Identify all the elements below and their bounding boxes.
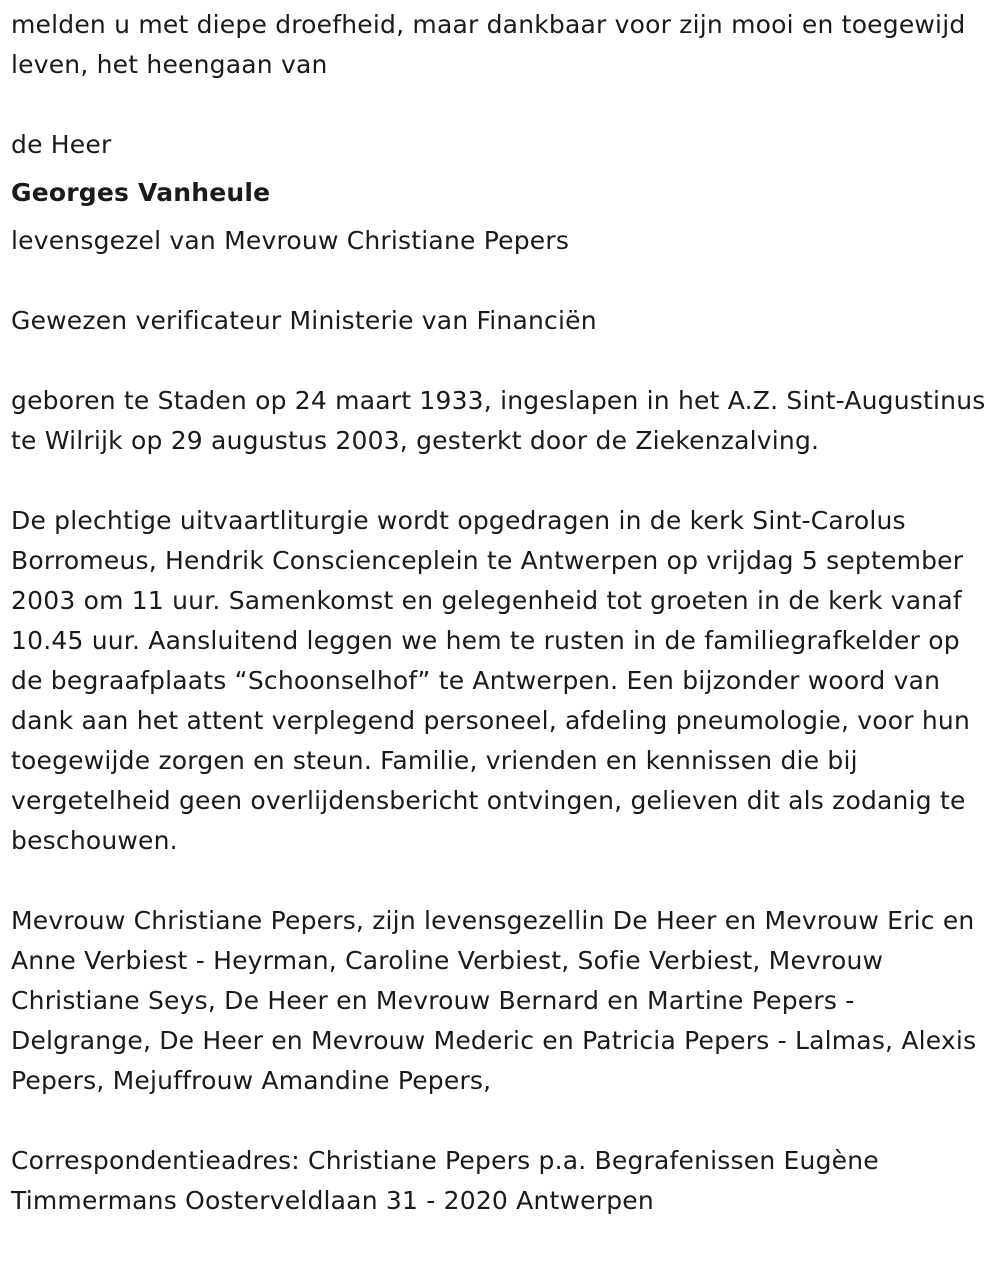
- intro-text: melden u met diepe droefheid, maar dankbaar voor zijn mooi en toegewijd leven, het heengaan van: [11, 10, 966, 79]
- salutation: de Heer: [11, 130, 112, 159]
- obituary-notice: [11, 5, 991, 1221]
- birth-death-text: geboren te Staden op 24 maart 1933, ingeslapen in het A.Z. Sint-Augustinus te Wilrijk op 29 augustus 2003, gesterkt door de Ziekenzalving.: [11, 386, 986, 455]
- spacer: [11, 861, 991, 901]
- spacer: [11, 261, 991, 301]
- deceased-name: Georges Vanheule: [11, 178, 271, 207]
- funeral-text: De plechtige uitvaartliturgie wordt opgedragen in de kerk Sint-Carolus Borromeus, Hendrik Conscienceplein te Antwerpen op vrijdag 5 september 2003 om 11 uur. Samenkomst en gelegenheid tot groeten in de kerk vanaf 10.45 uur. Aansluitend leggen we hem te rusten in de familiegrafkelder op de begraafplaats “Schoonselhof” te Antwerpen. Een bijzonder woord van dank aan het attent verplegend personeel, afdeling pneumologie, voor hun toegewijde zorgen en steun. Familie, vrienden en kennissen die bij vergetelheid geen overlijdensbericht ontvingen, gelieven dit als zodanig te beschouwen.: [11, 506, 971, 855]
- partner-line: levensgezel van Mevrouw Christiane Pepers: [11, 226, 570, 255]
- occupation: Gewezen verificateur Ministerie van Financiën: [11, 306, 597, 335]
- spacer: [11, 341, 991, 381]
- spacer: [11, 461, 991, 501]
- spacer: [11, 1101, 991, 1141]
- correspondence-address: Correspondentieadres: Christiane Pepers p.a. Begrafenissen Eugène Timmermans Oosterveldlaan 31 - 2020 Antwerpen: [11, 1146, 879, 1215]
- family-text: Mevrouw Christiane Pepers, zijn levensgezellin De Heer en Mevrouw Eric en Anne Verbiest - Heyrman, Caroline Verbiest, Sofie Verbiest, Mevrouw Christiane Seys, De Heer en Mevrouw Bernard en Martine Pepers - Delgrange, De Heer en Mevrouw Mederic en Patricia Pepers - Lalmas, Alexis Pepers, Mejuffrouw Amandine Pepers,: [11, 906, 977, 1095]
- spacer: [11, 85, 991, 125]
